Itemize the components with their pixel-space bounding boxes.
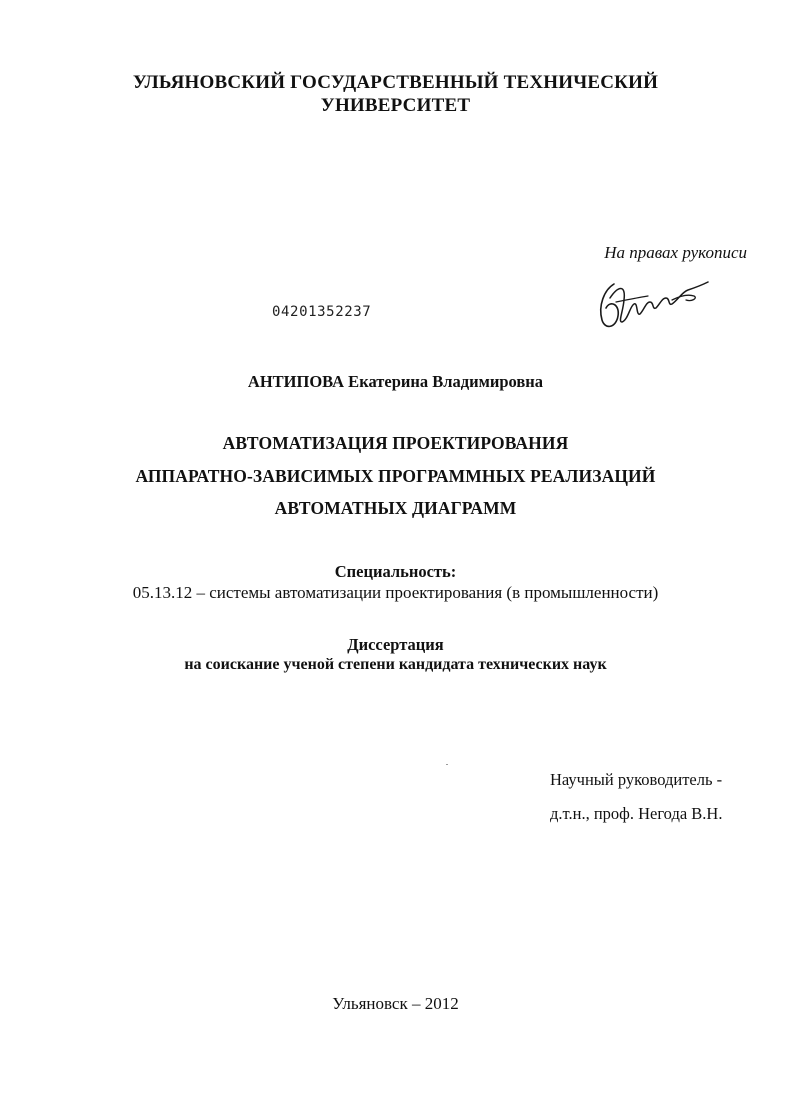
signature-icon — [596, 276, 714, 334]
specialty-label: Специальность: — [334, 562, 457, 581]
author-name: АНТИПОВА Екатерина Владимировна — [247, 372, 544, 391]
dissertation-label: Диссертация — [347, 635, 444, 654]
scan-speck — [446, 764, 448, 765]
thesis-title-line2: АППАРАТНО-ЗАВИСИМЫХ ПРОГРАММНЫХ РЕАЛИЗАЦИЙ — [135, 466, 656, 486]
specialty-value: 05.13.12 – системы автоматизации проектирования (в промышленности) — [132, 583, 659, 602]
university-name-line1: УЛЬЯНОВСКИЙ ГОСУДАРСТВЕННЫЙ ТЕХНИЧЕСКИЙ — [132, 72, 659, 93]
university-name-line2: УНИВЕРСИТЕТ — [320, 95, 471, 116]
manuscript-note: На правах рукописи — [604, 243, 747, 262]
supervisor-name: д.т.н., проф. Негода В.Н. — [550, 804, 723, 823]
dissertation-subtitle: на соискание ученой степени кандидата технических наук — [184, 656, 607, 673]
thesis-title-line3: АВТОМАТНЫХ ДИАГРАММ — [274, 498, 517, 518]
city-year: Ульяновск – 2012 — [332, 994, 459, 1013]
supervisor-role: Научный руководитель - — [550, 770, 723, 789]
catalog-number: 04201352237 — [272, 304, 372, 320]
thesis-title-line1: АВТОМАТИЗАЦИЯ ПРОЕКТИРОВАНИЯ — [222, 433, 569, 453]
